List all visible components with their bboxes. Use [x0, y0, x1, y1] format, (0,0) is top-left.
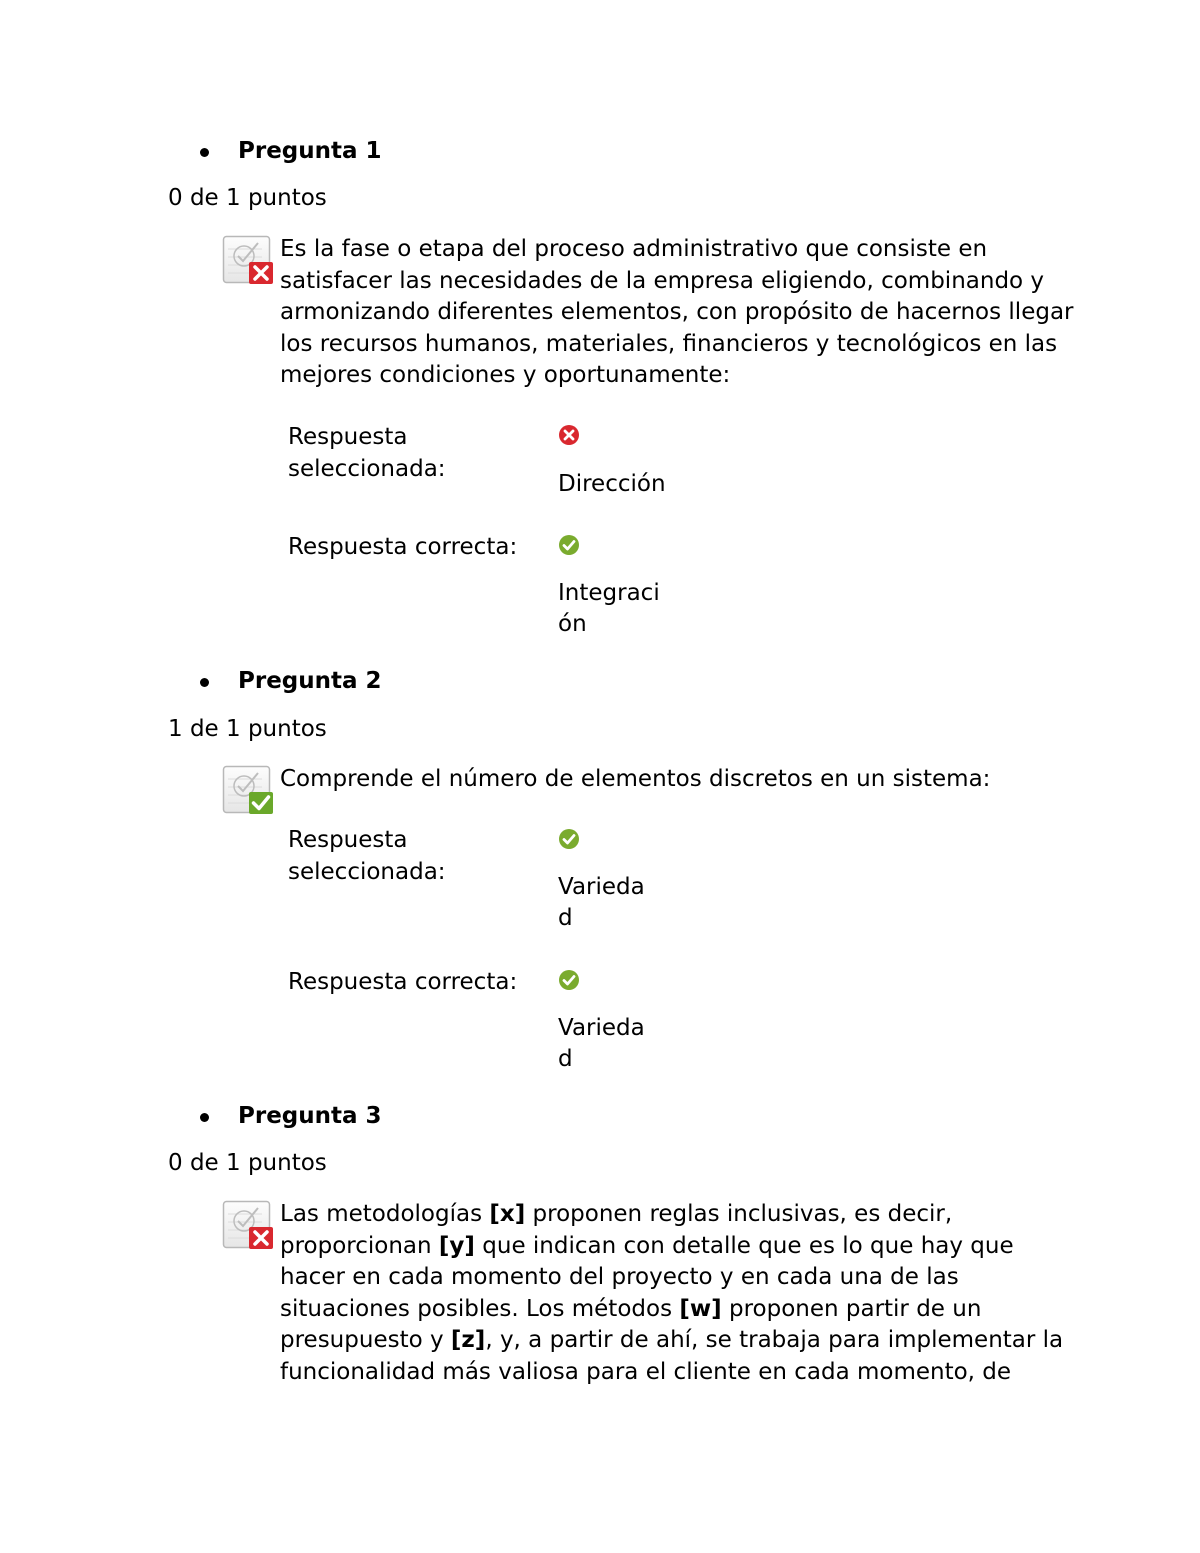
- text-segment: que indican con detalle que es lo que hay que hacer en cada momento del proyecto y en cada una de las situaciones posibles. Los métodos: [280, 1232, 1014, 1322]
- question-title: Pregunta 2: [238, 668, 382, 694]
- incorrect-question-icon: [222, 235, 276, 287]
- correct-icon: [558, 969, 580, 991]
- question-3-heading: [200, 1103, 382, 1129]
- question-title: Pregunta 3: [238, 1103, 382, 1129]
- correct-answer-label: Respuesta correcta:: [288, 969, 518, 995]
- bullet-icon: [200, 148, 209, 157]
- question-1-points: 0 de 1 puntos: [168, 185, 327, 211]
- incorrect-icon: [558, 424, 580, 446]
- question-1-text: Es la fase o etapa del proceso administrativo que consiste en satisfacer las necesidades de la empresa eligiendo, combinando y armonizando diferentes elementos, con propósito de hacernos llegar los recursos humanos, materiales, financieros y tecnológicos en las mejores condiciones y oportunamente:: [280, 236, 1074, 388]
- question-1-heading: [200, 138, 382, 164]
- question-title: Pregunta 1: [238, 138, 382, 164]
- text-segment: proponen partir de un presupuesto y: [280, 1295, 982, 1353]
- text-segment: proponen reglas inclusivas, es decir, proporcionan: [280, 1201, 953, 1259]
- correct-answer: Variedad: [558, 1015, 645, 1072]
- blank-placeholder: [w]: [679, 1295, 722, 1322]
- blank-placeholder: [y]: [438, 1232, 475, 1259]
- question-2-heading: [200, 668, 382, 694]
- correct-answer-label: Respuesta correcta:: [288, 534, 518, 560]
- selected-answer-label: Respuesta seleccionada:: [288, 424, 446, 482]
- incorrect-question-icon: [222, 1200, 276, 1252]
- bullet-icon: [200, 1113, 209, 1122]
- question-2-text: Comprende el número de elementos discretos en un sistema:: [280, 766, 991, 792]
- bullet-icon: [200, 678, 209, 687]
- blank-placeholder: [z]: [450, 1327, 486, 1353]
- correct-icon: [558, 828, 580, 850]
- correct-icon: [558, 534, 580, 556]
- selected-answer-label: Respuesta seleccionada:: [288, 827, 446, 885]
- correct-answer: Integración: [558, 580, 660, 637]
- selected-answer: Variedad: [558, 874, 645, 931]
- blank-placeholder: [x]: [489, 1201, 526, 1227]
- selected-answer: Dirección: [558, 471, 666, 497]
- correct-question-icon: [222, 765, 276, 817]
- question-3-text: [280, 1199, 1070, 1388]
- question-3-points: 0 de 1 puntos: [168, 1150, 327, 1176]
- text-segment: , y, a partir de ahí, se trabaja para implementar la funcionalidad más valiosa para el cliente en cada momento, de: [280, 1327, 1064, 1385]
- question-2-points: 1 de 1 puntos: [168, 716, 327, 742]
- text-segment: Las metodologías: [280, 1201, 490, 1227]
